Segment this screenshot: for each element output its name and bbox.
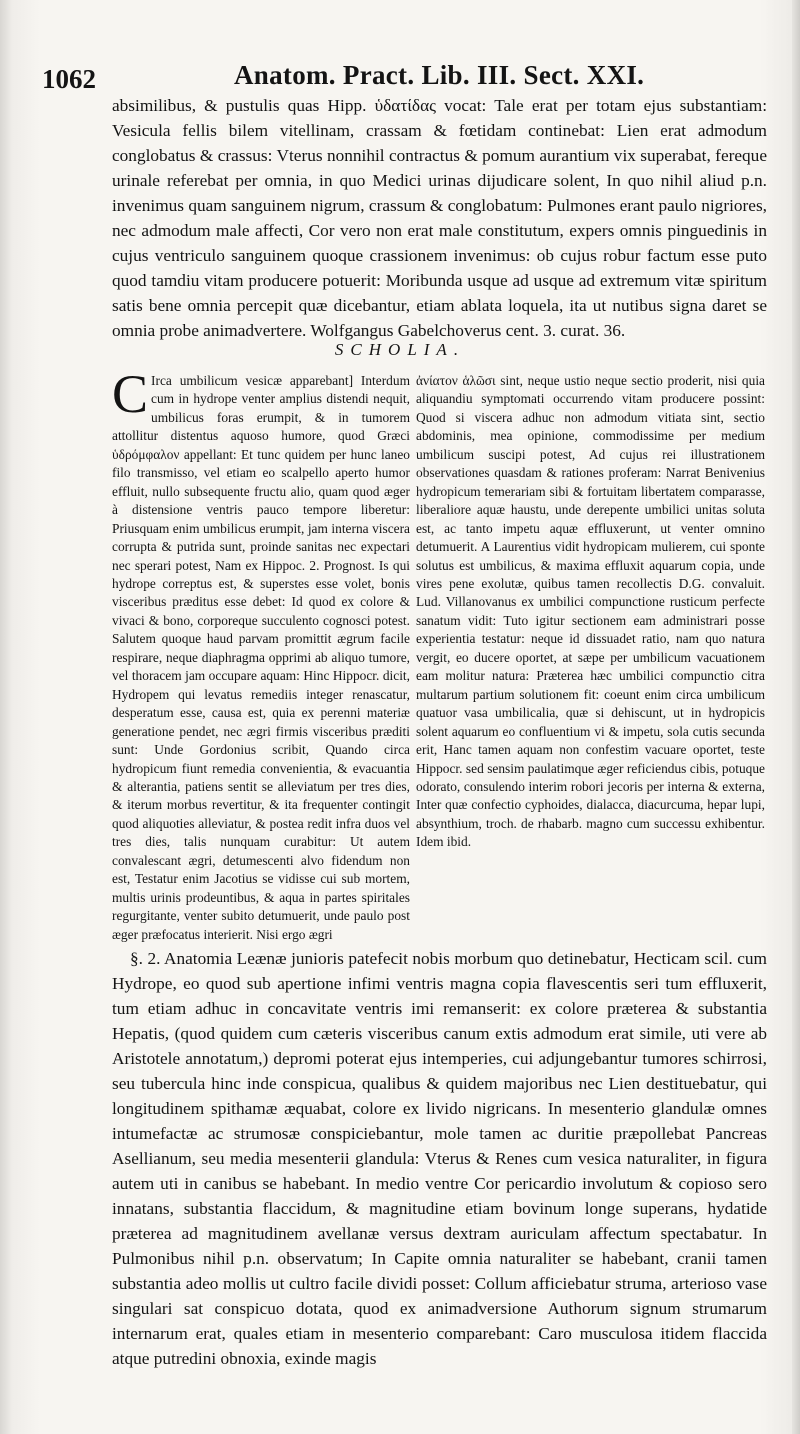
- page-number: 1062: [42, 64, 96, 94]
- scholia-right-column: [416, 372, 765, 852]
- section-2-text: §. 2. Anatomia Leænæ junioris patefecit nobis morbum quo detinebatur, Hecticam scil. cum Hydrope, eo quod sub apertione infimi ventris magna copia flavescentis seri tum effluxerit, tum etiam adhuc in concavitate ventris imi remanserit: ex colore præterea & substantia Hepatis, (quod quidem cum cæteris visceribus canum extis admodum erat simile, uti vere ab Aristotele annotatum,) depromi poterat ejus intemperies, cui adjungebantur tumores schirrosi, seu tubercula hinc inde conspicua, qualibus & quidem majoribus nec Lien destituebatur, qui longitudinem spithamæ æquabat, colore ex livido nigricans. In mesenterio glandulæ omnes intumefactæ ac strumosæ conspiciebantur, mole tamen ac duritie præpollebat Pancreas Asellianum, seu media mesenterii glandula: Vterus & Renes cum vesica naturaliter, in figura autem uti in canibus se habebant. In medio ventre Cor pericardio involutum & copioso sero innatans, substantia flaccidum, & magnitudine etiam bovinum longe superans, hydatide præterea ad magnitudinem avellanæ versus dextram auriculam affectum spectabatur. In Pulmonibus nihil p.n. observatum; In Capite omnia naturaliter se habebant, cranii tamen substantia adeo mollis ut cultro facile dividi posset: Collum afficiebatur struma, arterioso vase singulari sat conspicuo dotata, quod ex animadversione Authorum signum strumarum internarum erat, quales etiam in mesenterio comparebant: Caro musculosa itidem flaccida atque putredini obnoxia, exinde magis: [112, 949, 767, 1368]
- left-column-text: Irca umbilicum vesicæ apparebant] Interdum cum in hydrope venter amplius distendi nequit, umbilicus foras erumpit, & in tumorem attollitur distentus aquoso humore, quod Græci ὑδρόμφαλον appellant: Et tunc quidem per hunc laneo filo transmisso, vel etiam eo scalpello aperto humor effluit, nullo subsequente fructu alio, quam quod æger à distensione ventris pauco tempore liberetur: Priusquam enim umbilicus erumpit, jam interna viscera corrupta & putrida sunt, proinde sanitas nec expectari nec sperari potest, Nam ex Hippoc. 2. Prognost. Is qui hydrope correptus est, & superstes esse volet, bonis visceribus præditus esse debet: Id quod ex colore & vivaci & bono, corporeque succulento cognosci potest. Salutem quoque haud parvam promittit ægrum facile respirare, neque diaphragma opprimi ab aliquo tumore, vel thoracem jam occupare aquam: Hinc Hippocr. dicit, Hydropem qui levatus remediis integer renascatur, desperatum esse, causa est, quia ex perenni materiæ generatione pendet, nec ægri firmis visceribus præditi sunt: Unde Gordonius scribit, Quando circa hydropicum fiunt remedia convenientia, & evacuantia & alterantia, patiens sentit se alleviatum per tres dies, & iterum morbus revertitur, & ita frequenter contingit quod aliquoties alleviatur, & postea redit infra duos vel tres dies, talis nunquam curabitur: Ut autem convalescant ægri, detumescenti alvo fidendum non est, Testatur enim Jacotius se vidisse cui sub mortem, multis urinis prodeuntibus, & aqua in partes spiritales regurgitante, venter subito detumuerit, unde paulo post æger præfocatus interierit. Nisi ergo ægri: [112, 373, 410, 942]
- page-edge: [792, 0, 800, 1434]
- right-column-text: ἀνίατον ἁλῶσι sint, neque ustio neque sectio proderit, nisi quia aliquandiu symptomati occurrendo vitam producere possint: Quod si viscera adhuc non admodum vitiata sint, sectio abdominis, mea opinione, commodissime per medium umbilicum suscipi potest, Ad cujus rei illustrationem observationes quasdam & rationes proferam: Narrat Benivenius hydropicum temerariam sibi & fortuitam libertatem comparasse, liberaliore aquæ haustu, unde derepente umbilici unitas soluta est, ac tanto impetu aquæ effluxerunt, ut venter omnino detumuerit. A Laurentius vidit hydropicam mulierem, cui sponte solutus est umbilicus, & maxima effluxit aquarum copia, unde vires pene exolutæ, quibus tamen recollectis D.G. convaluit. Lud. Villanovanus ex umbilici compunctione rusticum perfecte sanatum vidit: Tuto igitur sectionem eam administrari posse experientia testatur: neque id dissuadet ratio, nam quo natura vergit, eo ducere oportet, at sæpe per umbilicum vacuationem eam molitur natura: Præterea hæc umbilici compunctio citra multarum partium solutionem fit: coeunt enim circa umbilicum quatuor vasa umbilicalia, quæ si dehiscunt, ut in hydropicis solent aquarum eo confluentium vi & impetu, sola cutis secunda erit, Hanc tamen aquam non confestim vacuare oportet, teste Hippocr. sed sensim paulatimque æger reficiendus cibis, potuque odorato, consulendo interim robori jecoris per interna & externa, Inter quæ confectio cyphoides, dialacca, diacurcuma, hepar lupi, absynthium, troch. de rhabarb. magno cum successu exhibentur. Idem ibid.: [416, 373, 765, 850]
- running-title: Anatom. Pract. Lib. III. Sect. XXI.: [234, 60, 645, 90]
- intro-paragraph: [112, 93, 767, 343]
- scholia-heading: SCHOLIA.: [334, 340, 466, 359]
- section-2-paragraph: [112, 946, 767, 1371]
- drop-cap: C: [112, 364, 149, 424]
- scholia-left-column: [112, 364, 410, 944]
- intro-text: absimilibus, & pustulis quas Hipp. ὑδατίδας vocat: Tale erat per totam ejus substantiam: Vesicula fellis bilem vitellinam, crassam & fœtidam continebat: Lien erat admodum conglobatus & crassus: Vterus nonnihil contractus & pomum aurantium vix superabat, fereque urinale referebat per omnia, in quo Medici urinas dijudicare solent, In quo nihil aliud p.n. invenimus quam sanguinem nigrum, crassum & conglobatum: Pulmones erant paulo nigriores, nec admodum male affecti, Cor vero non erat male constitutum, expers omnis pinguedinis in cujus ventriculo sanguinem quoque crassionem invenimus: ob cujus robur factum esse puto quod tamdiu vitam producere potuerit: Moribunda usque ad usque ad extremum vitæ spiritum satis bene omnia percepit quæ dicebantur, etiam ablata loquela, ita ut nutibus signa daret se omnia probe animadvertere. Wolfgangus Gabelchoverus cent. 3. curat. 36.: [112, 96, 767, 340]
